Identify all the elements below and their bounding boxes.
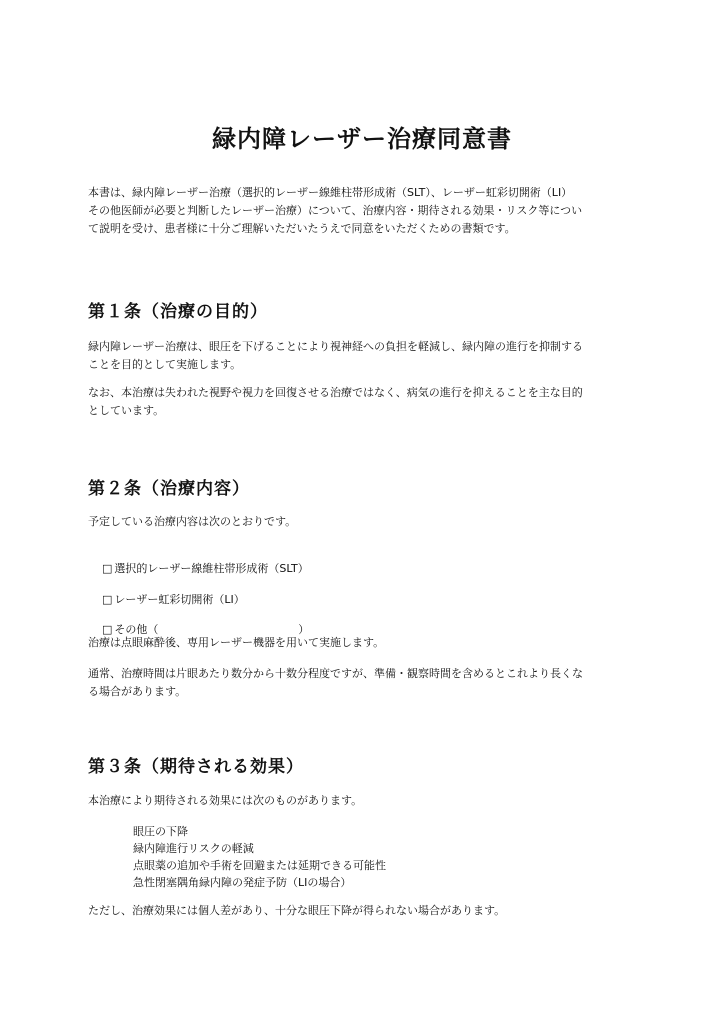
list-item: 眼圧の下降 <box>133 825 188 838</box>
paragraph-line: としています。 <box>88 404 165 417</box>
article3-note: ただし、治療効果には個人差があり、十分な眼圧下降が得られない場合があります。 <box>88 904 506 917</box>
paragraph-line: る場合があります。 <box>88 685 187 698</box>
option-label: その他（ ） <box>114 623 310 636</box>
article2-paragraph-1: 治療は点眼麻酔後、専用レーザー機器を用いて実施します。 <box>88 636 385 649</box>
article1-paragraph-2 <box>88 384 648 420</box>
list-item: 緑内障進行リスクの軽減 <box>133 842 254 855</box>
paragraph-line: ことを目的として実施します。 <box>88 358 242 371</box>
option-label: レーザー虹彩切開術（LI） <box>114 593 245 606</box>
document-title: 緑内障レーザー治療同意書 <box>212 125 512 153</box>
intro-line: 本書は、緑内障レーザー治療（選択的レーザー線維柱帯形成術（SLT）、レーザー虹彩切開術（LI） <box>88 186 573 199</box>
intro-line: その他医師が必要と判断したレーザー治療）について、治療内容・期待される効果・リスク等につい <box>88 204 583 217</box>
checkbox-icon[interactable]: □ <box>102 623 113 636</box>
effects-list <box>133 823 386 891</box>
article2-lead: 予定している治療内容は次のとおりです。 <box>88 515 297 528</box>
intro-paragraph <box>88 184 648 238</box>
article1-paragraph-1 <box>88 338 648 374</box>
article3-lead: 本治療により期待される効果には次のものがあります。 <box>88 794 363 807</box>
list-item: 点眼薬の追加や手術を回避または延期できる可能性 <box>133 859 386 872</box>
article2-paragraph-2 <box>88 665 648 701</box>
article3-heading: 第３条（期待される効果） <box>88 757 304 777</box>
option-label: 選択的レーザー線維柱帯形成術（SLT） <box>114 562 309 575</box>
checkbox-icon[interactable]: □ <box>102 593 113 606</box>
checkbox-icon[interactable]: □ <box>102 562 113 575</box>
article1-heading: 第１条（治療の目的） <box>88 302 268 322</box>
paragraph-line: 通常、治療時間は片眼あたり数分から十数分程度ですが、準備・観察時間を含めるとこれより長くな <box>88 667 583 680</box>
paragraph-line: 緑内障レーザー治療は、眼圧を下げることにより視神経への負担を軽減し、緑内障の進行を抑制する <box>88 340 583 353</box>
paragraph-line: なお、本治療は失われた視野や視力を回復させる治療ではなく、病気の進行を抑えることを主な目的 <box>88 386 583 399</box>
article2-heading: 第２条（治療内容） <box>88 479 250 499</box>
list-item: 急性閉塞隅角緑内障の発症予防（LIの場合） <box>133 876 352 889</box>
intro-line: て説明を受け、患者様に十分ご理解いただいたうえで同意をいただくための書類です。 <box>88 222 516 235</box>
